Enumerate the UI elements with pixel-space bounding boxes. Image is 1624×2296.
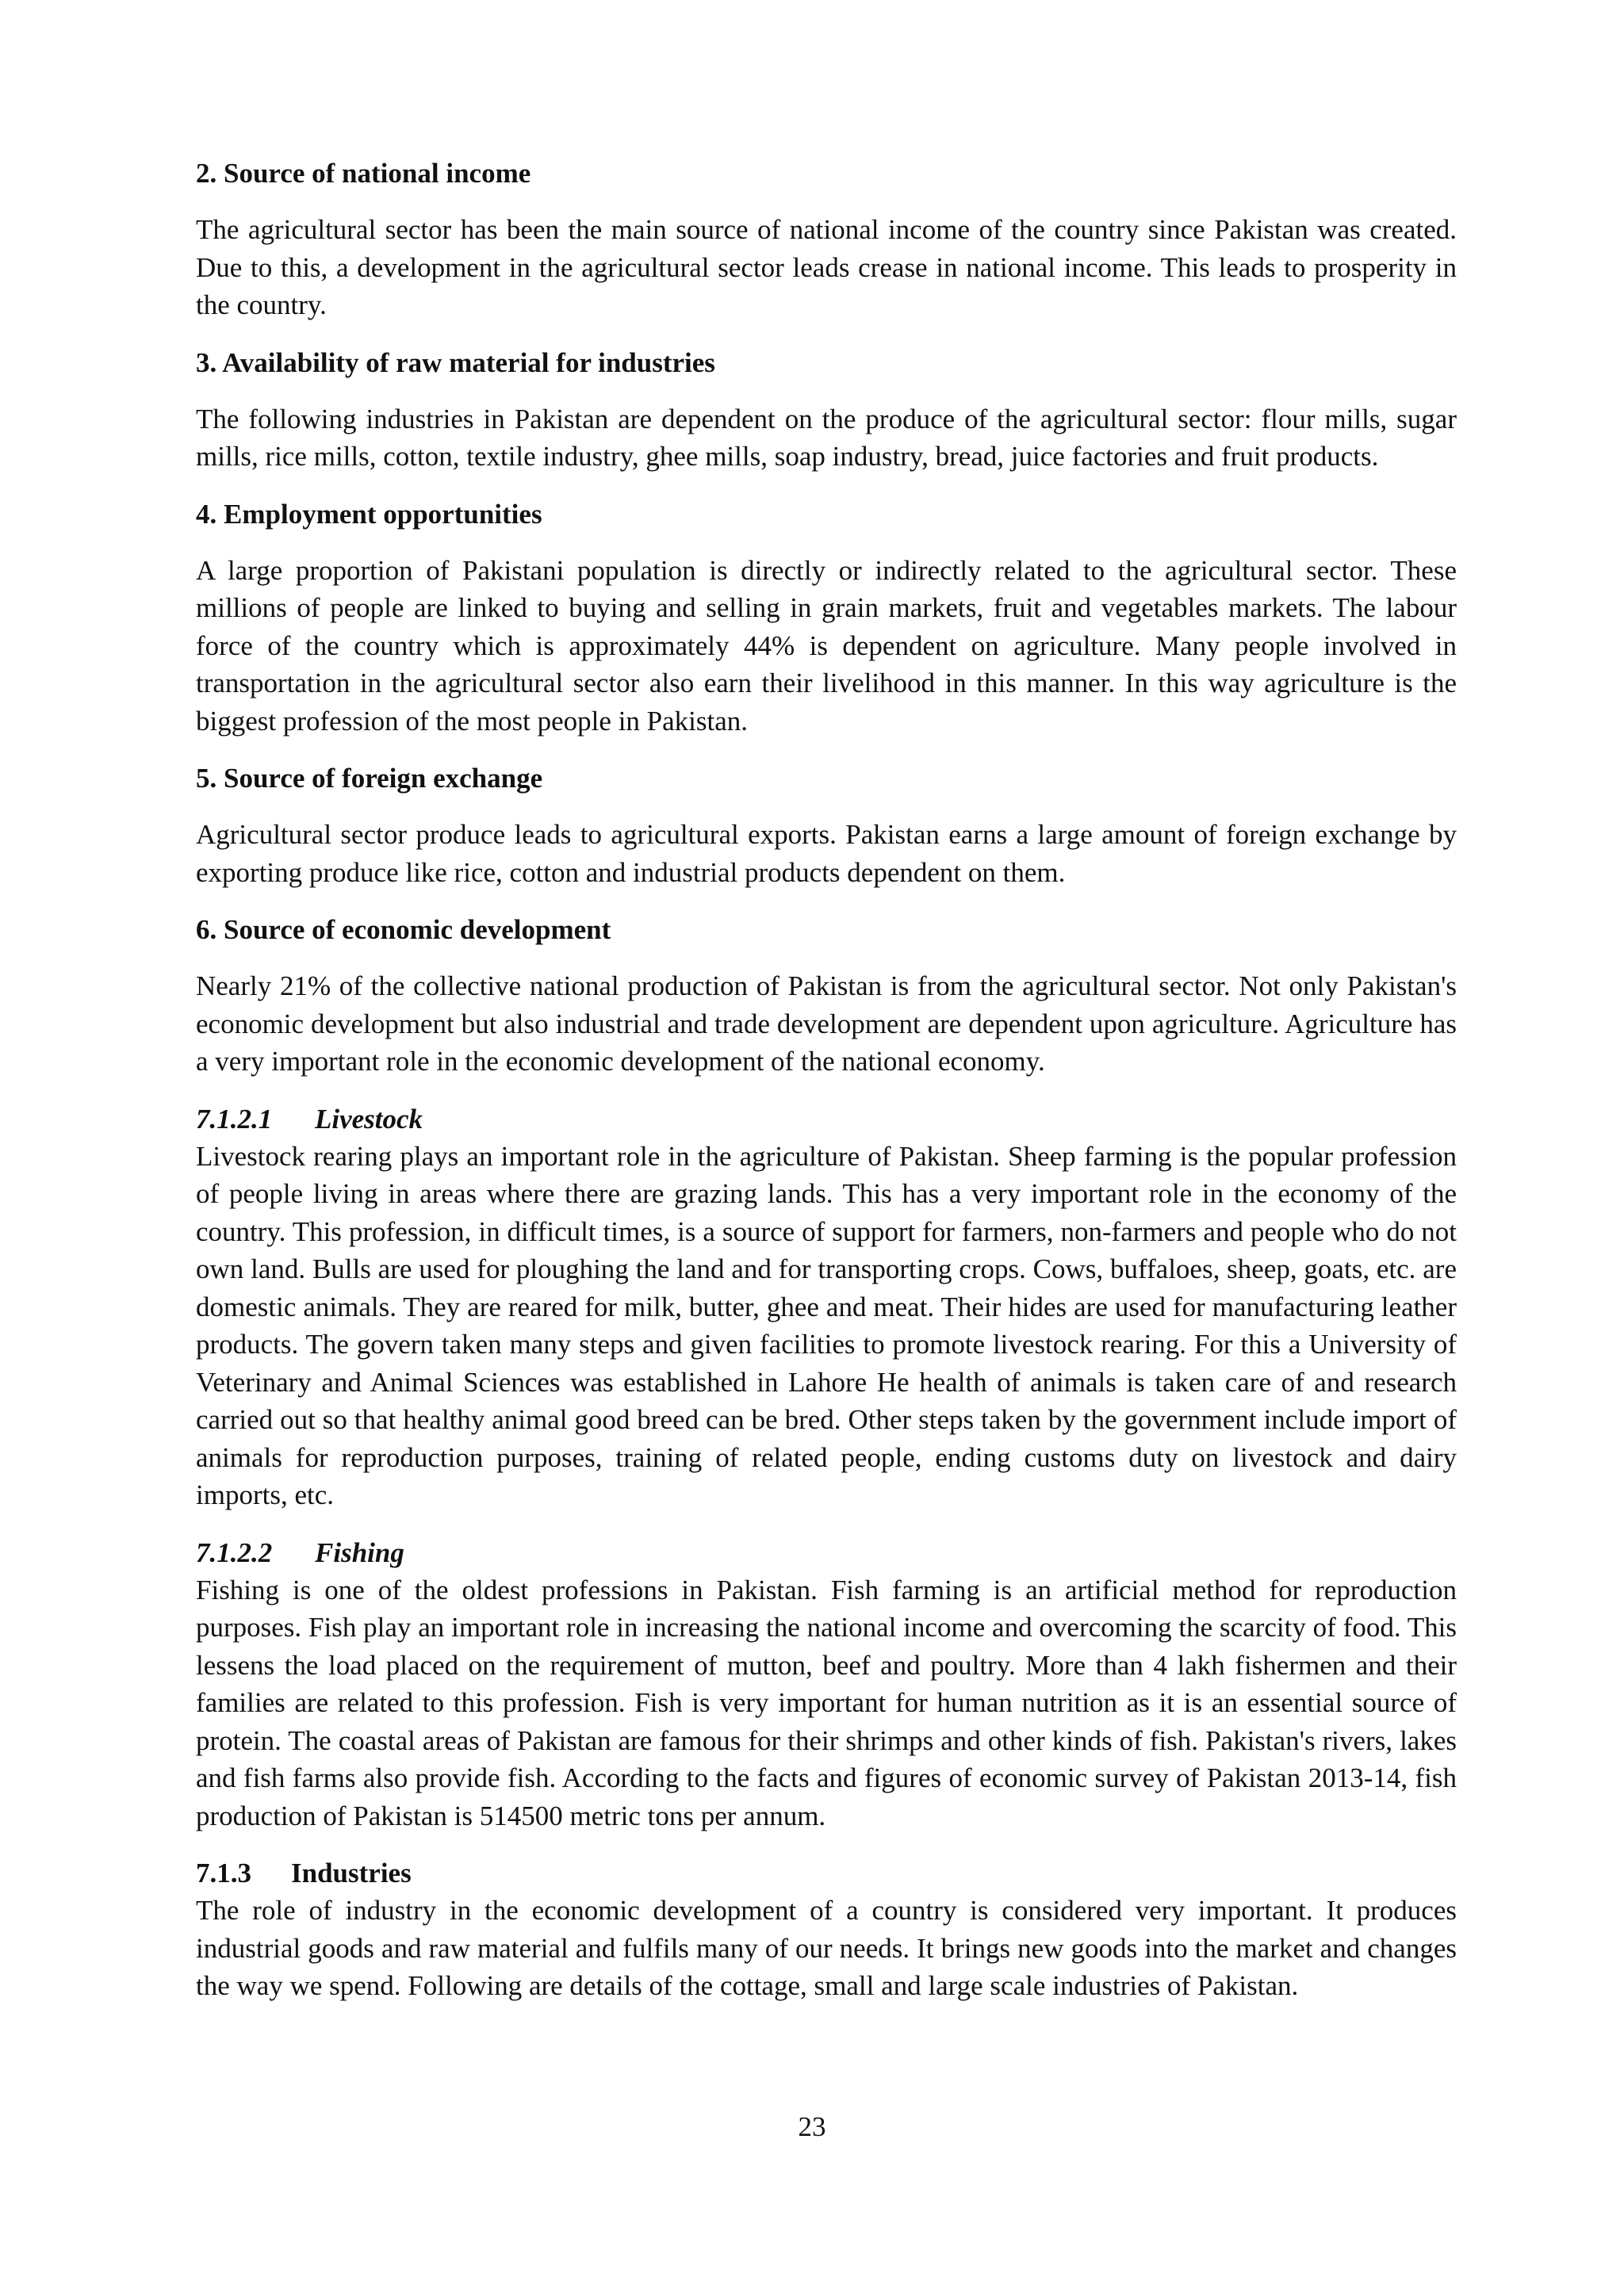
section-text-foreign-exchange: Agricultural sector produce leads to agricultural exports. Pakistan earns a large amount of foreign exchange by exporting produce like rice, cotton and industrial products dependent on them. [196, 819, 1457, 888]
section-text-economic-development: Nearly 21% of the collective national production of Pakistan is from the agricultural sector. Not only Pakistan's economic development but also industrial and trade development are dependent upon agriculture. Agriculture has a very important role in the economic development of the national economy. [196, 970, 1457, 1077]
section-number: 7.1.3 [196, 1858, 251, 1888]
section-heading-economic-development: 6. Source of economic development [196, 914, 611, 945]
subsection-heading-livestock [196, 1101, 1457, 1138]
subsection-heading-fishing [196, 1535, 1457, 1571]
subsection-title: Fishing [315, 1536, 404, 1568]
section-heading-national-income: 2. Source of national income [196, 158, 531, 189]
section-title: Industries [291, 1858, 412, 1888]
section-text-industries: The role of industry in the economic development of a country is considered very important. It produces industrial goods and raw material and fulfils many of our needs. It brings new goods into the market and changes the way we spend. Following are details of the cottage, small and large scale industries of Pakistan. [196, 1895, 1457, 2001]
subsection-text-livestock: Livestock rearing plays an important role in the agriculture of Pakistan. Sheep farming is the popular profession of people living in areas where there are grazing lands. This has a very important role in the economy of the country. This profession, in difficult times, is a source of support for farmers, non-farmers and people who do not own land. Bulls are used for ploughing the land and for transporting crops. Cows, buffaloes, sheep, goats, etc. are domestic animals. They are reared for milk, butter, ghee and meat. Their hides are used for manufacturing leather products. The govern taken many steps and given facilities to promote livestock rearing. For this a University of Veterinary and Animal Sciences was established in Lahore He health of animals is taken care of and research carried out so that healthy animal good breed can be bred. Other steps taken by the government include import of animals for reproduction purposes, training of related people, ending customs duty on livestock and dairy imports, etc. [196, 1140, 1457, 1510]
subsection-number: 7.1.2.2 [196, 1536, 273, 1568]
section-text-raw-material: The following industries in Pakistan are dependent on the produce of the agricultural sector: flour mills, sugar mills, rice mills, cotton, textile industry, ghee mills, soap industry, bread, juice factories and fruit products. [196, 403, 1457, 472]
section-heading-raw-material: 3. Availability of raw material for industries [196, 346, 715, 378]
section-heading-foreign-exchange: 5. Source of foreign exchange [196, 763, 543, 794]
section-heading-industries [196, 1855, 1457, 1892]
section-heading-employment: 4. Employment opportunities [196, 498, 542, 530]
document-page [196, 155, 1457, 2026]
section-text-national-income: The agricultural sector has been the main source of national income of the country since Pakistan was created. Due to this, a development in the agricultural sector leads crease in national income. This leads to prosperity in the country. [196, 214, 1457, 320]
subsection-number: 7.1.2.1 [196, 1103, 273, 1135]
section-text-employment: A large proportion of Pakistani population is directly or indirectly related to the agricultural sector. These millions of people are linked to buying and selling in grain markets, fruit and vegetables markets. The labour force of the country which is approximately 44% is dependent on agriculture. Many people involved in transportation in the agricultural sector also earn their livelihood in this manner. In this way agriculture is the biggest profession of the most people in Pakistan. [196, 554, 1457, 737]
page-number: 23 [798, 2111, 826, 2142]
subsection-title: Livestock [315, 1103, 423, 1135]
subsection-text-fishing: Fishing is one of the oldest professions in Pakistan. Fish farming is an artificial method for reproduction purposes. Fish play an important role in increasing the national income and overcoming the scarcity of food. This lessens the load placed on the requirement of mutton, beef and poultry. More than 4 lakh fishermen and their families are related to this profession. Fish is very important for human nutrition as it is an essential source of protein. The coastal areas of Pakistan are famous for their shrimps and other kinds of fish. Pakistan's rivers, lakes and fish farms also provide fish. According to the facts and figures of economic survey of Pakistan 2013-14, fish production of Pakistan is 514500 metric tons per annum. [196, 1574, 1457, 1831]
